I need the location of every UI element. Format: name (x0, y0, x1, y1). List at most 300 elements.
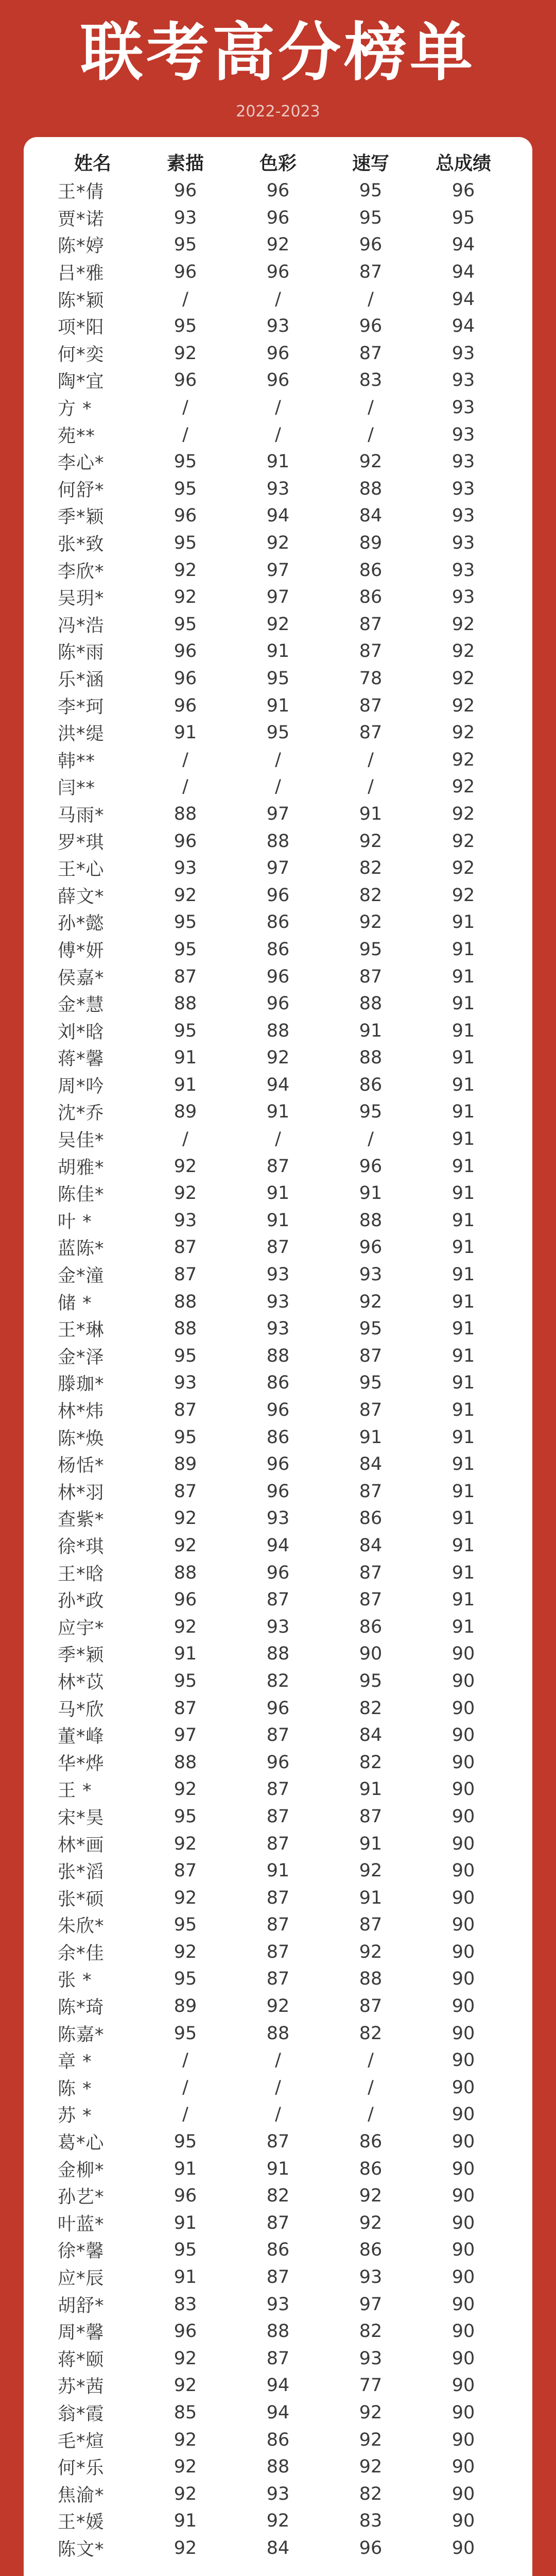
cell-name: 章 * (58, 2052, 92, 2073)
cell-name: 储 * (58, 1293, 92, 1314)
table-row (46, 1072, 510, 1099)
cell-color: 87 (266, 1237, 290, 1258)
cell-color: 93 (266, 478, 290, 499)
cell-quick-sketch: 77 (359, 2375, 383, 2396)
cell-color: 91 (266, 451, 290, 472)
cell-total: 91 (451, 1372, 475, 1394)
table-row (46, 963, 510, 990)
cell-sketch: 92 (173, 1183, 197, 1204)
cell-total: 90 (451, 1914, 475, 1936)
cell-total: 90 (451, 1969, 475, 1990)
cell-total: 90 (451, 2131, 475, 2153)
cell-color: 97 (266, 803, 290, 824)
cell-total: 93 (451, 560, 475, 581)
cell-color: 87 (266, 1156, 290, 1177)
cell-total: 91 (451, 966, 475, 987)
cell-quick-sketch: 91 (359, 1779, 383, 1800)
cell-sketch: / (182, 2077, 188, 2098)
cell-total: 96 (451, 180, 475, 201)
cell-name: 王 * (58, 1781, 92, 1802)
cell-quick-sketch: 86 (359, 2131, 383, 2153)
cell-quick-sketch: 86 (359, 1616, 383, 1637)
cell-name: 苏 * (58, 2106, 92, 2127)
cell-sketch: / (182, 289, 188, 310)
cell-sketch: 87 (173, 966, 197, 987)
column-header-total: 总成绩 (435, 152, 491, 174)
cell-name: 张*致 (58, 534, 105, 555)
cell-sketch: 88 (173, 1291, 197, 1312)
cell-sketch: 88 (173, 1318, 197, 1340)
cell-quick-sketch: / (368, 397, 374, 418)
cell-name: 胡舒* (58, 2295, 105, 2316)
cell-total: 91 (451, 1562, 475, 1583)
cell-color: 91 (266, 1210, 290, 1231)
cell-quick-sketch: 84 (359, 1535, 383, 1556)
cell-name: 闫** (58, 778, 96, 799)
cell-name: 陶*宜 (58, 371, 105, 393)
cell-color: 86 (266, 1372, 290, 1394)
cell-total: 90 (451, 2023, 475, 2044)
cell-total: 90 (451, 2429, 475, 2450)
cell-sketch: 95 (173, 451, 197, 472)
table-row (46, 1451, 510, 1478)
cell-name: 陈*焕 (58, 1428, 105, 1449)
cell-total: 93 (451, 343, 475, 364)
cell-color: 93 (266, 1291, 290, 1312)
cell-quick-sketch: 87 (359, 1996, 383, 2017)
cell-quick-sketch: 87 (359, 1562, 383, 1583)
cell-quick-sketch: 96 (359, 2537, 383, 2558)
cell-quick-sketch: 84 (359, 1725, 383, 1746)
table-row (46, 2210, 510, 2237)
cell-quick-sketch: 84 (359, 505, 383, 527)
cell-total: 91 (451, 1454, 475, 1475)
cell-color: 96 (266, 966, 290, 987)
cell-sketch: 88 (173, 1562, 197, 1583)
cell-name: 王*媛 (58, 2512, 105, 2533)
cell-name: 林*苡 (58, 1672, 105, 1693)
cell-quick-sketch: 96 (359, 1156, 383, 1177)
cell-color: 93 (266, 2483, 290, 2504)
cell-color: 96 (266, 1698, 290, 1719)
table-row (46, 1126, 510, 1153)
cell-sketch: 92 (173, 2483, 197, 2504)
cell-sketch: 92 (173, 1887, 197, 1908)
cell-total: 90 (451, 2077, 475, 2098)
cell-name: 何*奕 (58, 344, 105, 365)
cell-sketch: 91 (173, 2158, 197, 2179)
cell-total: 90 (451, 2267, 475, 2288)
cell-quick-sketch: 93 (359, 2348, 383, 2369)
table-row (46, 313, 510, 340)
cell-total: 90 (451, 1833, 475, 1854)
cell-sketch: 95 (173, 533, 197, 554)
cell-name: 金*潼 (58, 1266, 105, 1287)
cell-name: 焦渝* (58, 2485, 105, 2506)
table-row (46, 746, 510, 773)
cell-total: 94 (451, 316, 475, 337)
table-row (46, 719, 510, 747)
cell-color: / (275, 1129, 281, 1150)
cell-total: 91 (451, 1020, 475, 1041)
cell-name: 王*琳 (58, 1320, 105, 1341)
table-row (46, 2535, 510, 2562)
cell-name: 陈佳* (58, 1184, 105, 1206)
cell-total: 93 (451, 533, 475, 554)
cell-color: 87 (266, 1725, 290, 1746)
cell-color: 82 (266, 2185, 290, 2207)
cell-sketch: 95 (173, 2023, 197, 2044)
cell-color: 91 (266, 641, 290, 662)
cell-name: 冯*浩 (58, 615, 105, 636)
table-row (46, 421, 510, 448)
cell-total: 92 (451, 668, 475, 689)
cell-color: 95 (266, 722, 290, 743)
table-row (46, 476, 510, 503)
cell-name: 应*辰 (58, 2268, 105, 2290)
table-row (46, 2318, 510, 2345)
cell-sketch: 87 (173, 1237, 197, 1258)
table-row (46, 1965, 510, 1993)
cell-total: 93 (451, 397, 475, 418)
cell-sketch: 87 (173, 1481, 197, 1502)
table-row (46, 340, 510, 367)
cell-sketch: 88 (173, 993, 197, 1014)
table-row (46, 773, 510, 801)
cell-sketch: 95 (173, 939, 197, 960)
cell-quick-sketch: 83 (359, 370, 383, 391)
cell-total: 91 (451, 1074, 475, 1095)
cell-name: 徐*馨 (58, 2241, 105, 2262)
cell-sketch: 92 (173, 343, 197, 364)
table-body (46, 177, 510, 2562)
cell-quick-sketch: 90 (359, 1643, 383, 1665)
cell-quick-sketch: 91 (359, 1887, 383, 1908)
table-row (46, 1505, 510, 1532)
cell-name: 滕珈* (58, 1374, 105, 1395)
cell-quick-sketch: 87 (359, 1589, 383, 1611)
cell-total: 90 (451, 2104, 475, 2125)
cell-name: 林*画 (58, 1835, 105, 1856)
cell-name: 林*羽 (58, 1482, 105, 1503)
cell-color: 87 (266, 2348, 290, 2369)
table-row (46, 2020, 510, 2047)
cell-quick-sketch: / (368, 749, 374, 770)
cell-quick-sketch: 88 (359, 1210, 383, 1231)
table-row (46, 1017, 510, 1044)
cell-quick-sketch: 92 (359, 1291, 383, 1312)
cell-color: 87 (266, 1589, 290, 1611)
table-row (46, 1532, 510, 1560)
table-row (46, 611, 510, 638)
page-subtitle: 2022-2023 (236, 103, 320, 121)
cell-quick-sketch: 89 (359, 533, 383, 554)
score-table (46, 146, 510, 2562)
cell-quick-sketch: 87 (359, 262, 383, 283)
cell-color: 87 (266, 2131, 290, 2153)
table-row (46, 1640, 510, 1668)
cell-sketch: 85 (173, 2402, 197, 2423)
cell-name: 马*欣 (58, 1699, 105, 1720)
cell-name: 方 * (58, 399, 92, 420)
cell-name: 季*颖 (58, 507, 105, 528)
cell-quick-sketch: 82 (359, 885, 383, 906)
cell-color: 87 (266, 1914, 290, 1936)
cell-color: 96 (266, 207, 290, 228)
cell-name: 苑** (58, 426, 96, 447)
cell-quick-sketch: 97 (359, 2294, 383, 2315)
cell-total: 91 (451, 939, 475, 960)
cell-quick-sketch: 91 (359, 803, 383, 824)
cell-quick-sketch: 92 (359, 2456, 383, 2478)
cell-color: 96 (266, 180, 290, 201)
cell-name: 韩** (58, 751, 96, 772)
cell-color: 87 (266, 1969, 290, 1990)
cell-total: 90 (451, 1887, 475, 1908)
cell-color: 87 (266, 2267, 290, 2288)
cell-total: 90 (451, 2185, 475, 2207)
table-row (46, 1749, 510, 1776)
cell-total: 90 (451, 1941, 475, 1962)
table-row (46, 2182, 510, 2210)
cell-quick-sketch: 86 (359, 2158, 383, 2179)
cell-quick-sketch: 87 (359, 1400, 383, 1421)
cell-quick-sketch: 91 (359, 1183, 383, 1204)
column-header-sketch: 素描 (166, 152, 204, 174)
table-row (46, 692, 510, 719)
cell-sketch: 95 (173, 2240, 197, 2261)
cell-quick-sketch: 82 (359, 1752, 383, 1773)
cell-name: 傅*妍 (58, 940, 105, 961)
cell-name: 陈嘉* (58, 2024, 105, 2045)
table-row (46, 1694, 510, 1722)
table-row (46, 1939, 510, 1966)
cell-color: / (275, 2104, 281, 2125)
cell-sketch: 95 (173, 1806, 197, 1827)
cell-total: 91 (451, 912, 475, 933)
cell-total: 92 (451, 641, 475, 662)
cell-sketch: 96 (173, 831, 197, 852)
cell-color: 94 (266, 505, 290, 527)
cell-quick-sketch: 87 (359, 1806, 383, 1827)
cell-quick-sketch: 87 (359, 722, 383, 743)
cell-quick-sketch: 95 (359, 1101, 383, 1123)
cell-sketch: 95 (173, 1020, 197, 1041)
cell-sketch: 92 (173, 1779, 197, 1800)
cell-total: 90 (451, 2158, 475, 2179)
cell-name: 何舒* (58, 480, 105, 501)
cell-sketch: 92 (173, 2375, 197, 2396)
cell-color: 91 (266, 695, 290, 716)
cell-color: 86 (266, 1427, 290, 1448)
cell-quick-sketch: 95 (359, 180, 383, 201)
cell-color: 94 (266, 1074, 290, 1095)
table-row (46, 1369, 510, 1397)
cell-quick-sketch: 83 (359, 2511, 383, 2532)
cell-name: 薛文* (58, 886, 105, 907)
cell-name: 季*颖 (58, 1645, 105, 1666)
cell-sketch: 96 (173, 505, 197, 527)
cell-name: 余*佳 (58, 1943, 105, 1964)
cell-sketch: 92 (173, 560, 197, 581)
table-row (46, 2480, 510, 2507)
cell-sketch: 96 (173, 370, 197, 391)
cell-color: 88 (266, 2456, 290, 2478)
cell-color: 92 (266, 614, 290, 635)
cell-color: 88 (266, 2023, 290, 2044)
table-row (46, 1207, 510, 1234)
cell-sketch: 91 (173, 1074, 197, 1095)
cell-sketch: 92 (173, 2456, 197, 2478)
cell-quick-sketch: 95 (359, 1670, 383, 1691)
table-row (46, 205, 510, 232)
cell-total: 91 (451, 1237, 475, 1258)
cell-total: 91 (451, 1427, 475, 1448)
cell-name: 马雨* (58, 805, 105, 826)
cell-name: 陈*雨 (58, 642, 105, 664)
cell-name: 叶 * (58, 1211, 92, 1232)
table-row (46, 801, 510, 828)
cell-color: 82 (266, 1670, 290, 1691)
cell-total: 90 (451, 2321, 475, 2342)
cell-total: 91 (451, 1101, 475, 1123)
cell-quick-sketch: / (368, 424, 374, 445)
cell-quick-sketch: 87 (359, 1481, 383, 1502)
table-row (46, 1857, 510, 1885)
cell-sketch: 87 (173, 1698, 197, 1719)
cell-quick-sketch: 87 (359, 695, 383, 716)
cell-total: 91 (451, 1345, 475, 1366)
cell-sketch: 91 (173, 722, 197, 743)
cell-total: 90 (451, 1752, 475, 1773)
cell-color: / (275, 424, 281, 445)
table-row (46, 2291, 510, 2318)
cell-color: 94 (266, 2375, 290, 2396)
cell-sketch: 93 (173, 1372, 197, 1394)
cell-sketch: 97 (173, 1725, 197, 1746)
cell-name: 蓝陈* (58, 1239, 105, 1260)
cell-quick-sketch: 88 (359, 1047, 383, 1069)
table-row (46, 502, 510, 530)
cell-total: 90 (451, 2402, 475, 2423)
cell-quick-sketch: 91 (359, 1020, 383, 1041)
cell-quick-sketch: 92 (359, 1941, 383, 1962)
cell-name: 金*泽 (58, 1347, 105, 1368)
cell-sketch: 95 (173, 1670, 197, 1691)
table-row (46, 1098, 510, 1126)
cell-name: 张*滔 (58, 1862, 105, 1883)
cell-name: 苏*茜 (58, 2377, 105, 2398)
cell-total: 91 (451, 1508, 475, 1529)
cell-quick-sketch: / (368, 2104, 374, 2125)
cell-name: 吴玥* (58, 588, 105, 609)
table-row (46, 1397, 510, 1424)
column-header-color: 色彩 (259, 152, 297, 174)
table-row (46, 2345, 510, 2372)
cell-quick-sketch: 87 (359, 1345, 383, 1366)
cell-total: 90 (451, 1996, 475, 2017)
cell-sketch: 96 (173, 180, 197, 201)
cell-name: 朱欣* (58, 1916, 105, 1937)
table-row (46, 936, 510, 963)
cell-color: 86 (266, 2429, 290, 2450)
cell-total: 90 (451, 1643, 475, 1665)
cell-name: 葛*心 (58, 2133, 105, 2154)
cell-quick-sketch: 92 (359, 2212, 383, 2233)
table-row (46, 1911, 510, 1939)
cell-name: 徐*琪 (58, 1536, 105, 1557)
cell-color: 91 (266, 1101, 290, 1123)
cell-quick-sketch: 86 (359, 587, 383, 608)
table-row (46, 1343, 510, 1370)
table-row (46, 2047, 510, 2074)
cell-total: 90 (451, 2212, 475, 2233)
cell-quick-sketch: 95 (359, 1318, 383, 1340)
table-row (46, 1613, 510, 1640)
cell-color: 91 (266, 1183, 290, 1204)
cell-quick-sketch: 82 (359, 858, 383, 879)
cell-total: 94 (451, 234, 475, 256)
cell-total: 91 (451, 1318, 475, 1340)
cell-total: 90 (451, 1725, 475, 1746)
cell-total: 92 (451, 695, 475, 716)
cell-total: 91 (451, 1481, 475, 1502)
cell-sketch: 92 (173, 2348, 197, 2369)
cell-color: 92 (266, 533, 290, 554)
table-row (46, 1044, 510, 1072)
cell-color: 96 (266, 1400, 290, 1421)
cell-quick-sketch: 88 (359, 478, 383, 499)
table-row (46, 530, 510, 557)
cell-quick-sketch: 92 (359, 2185, 383, 2207)
cell-total: 90 (451, 2348, 475, 2369)
cell-name: 蒋*颐 (58, 2349, 105, 2370)
cell-quick-sketch: 96 (359, 316, 383, 337)
table-row (46, 2236, 510, 2264)
cell-color: 88 (266, 1643, 290, 1665)
cell-quick-sketch: 82 (359, 1698, 383, 1719)
cell-color: / (275, 397, 281, 418)
cell-color: / (275, 776, 281, 798)
cell-total: 90 (451, 2537, 475, 2558)
cell-quick-sketch: 86 (359, 2240, 383, 2261)
cell-color: 88 (266, 1020, 290, 1041)
cell-sketch: 89 (173, 1101, 197, 1123)
cell-color: 87 (266, 1887, 290, 1908)
table-row (46, 1180, 510, 1207)
cell-quick-sketch: 92 (359, 2402, 383, 2423)
cell-color: 87 (266, 2212, 290, 2233)
cell-name: 项*阳 (58, 317, 105, 338)
cell-total: 93 (451, 451, 475, 472)
cell-color: 93 (266, 1264, 290, 1285)
cell-sketch: / (182, 397, 188, 418)
cell-name: 王*倩 (58, 182, 105, 203)
cell-name: 陈文* (58, 2539, 105, 2560)
cell-total: 90 (451, 2511, 475, 2532)
cell-name: 林*炜 (58, 1401, 105, 1422)
cell-name: 王*晗 (58, 1564, 105, 1585)
cell-color: 92 (266, 1047, 290, 1069)
cell-total: 90 (451, 2456, 475, 2478)
cell-total: 91 (451, 1291, 475, 1312)
cell-total: 91 (451, 1129, 475, 1150)
cell-name: 董*峰 (58, 1726, 105, 1748)
cell-sketch: 96 (173, 1589, 197, 1611)
cell-name: 杨恬* (58, 1455, 105, 1477)
cell-sketch: 92 (173, 885, 197, 906)
cell-sketch: 92 (173, 2429, 197, 2450)
